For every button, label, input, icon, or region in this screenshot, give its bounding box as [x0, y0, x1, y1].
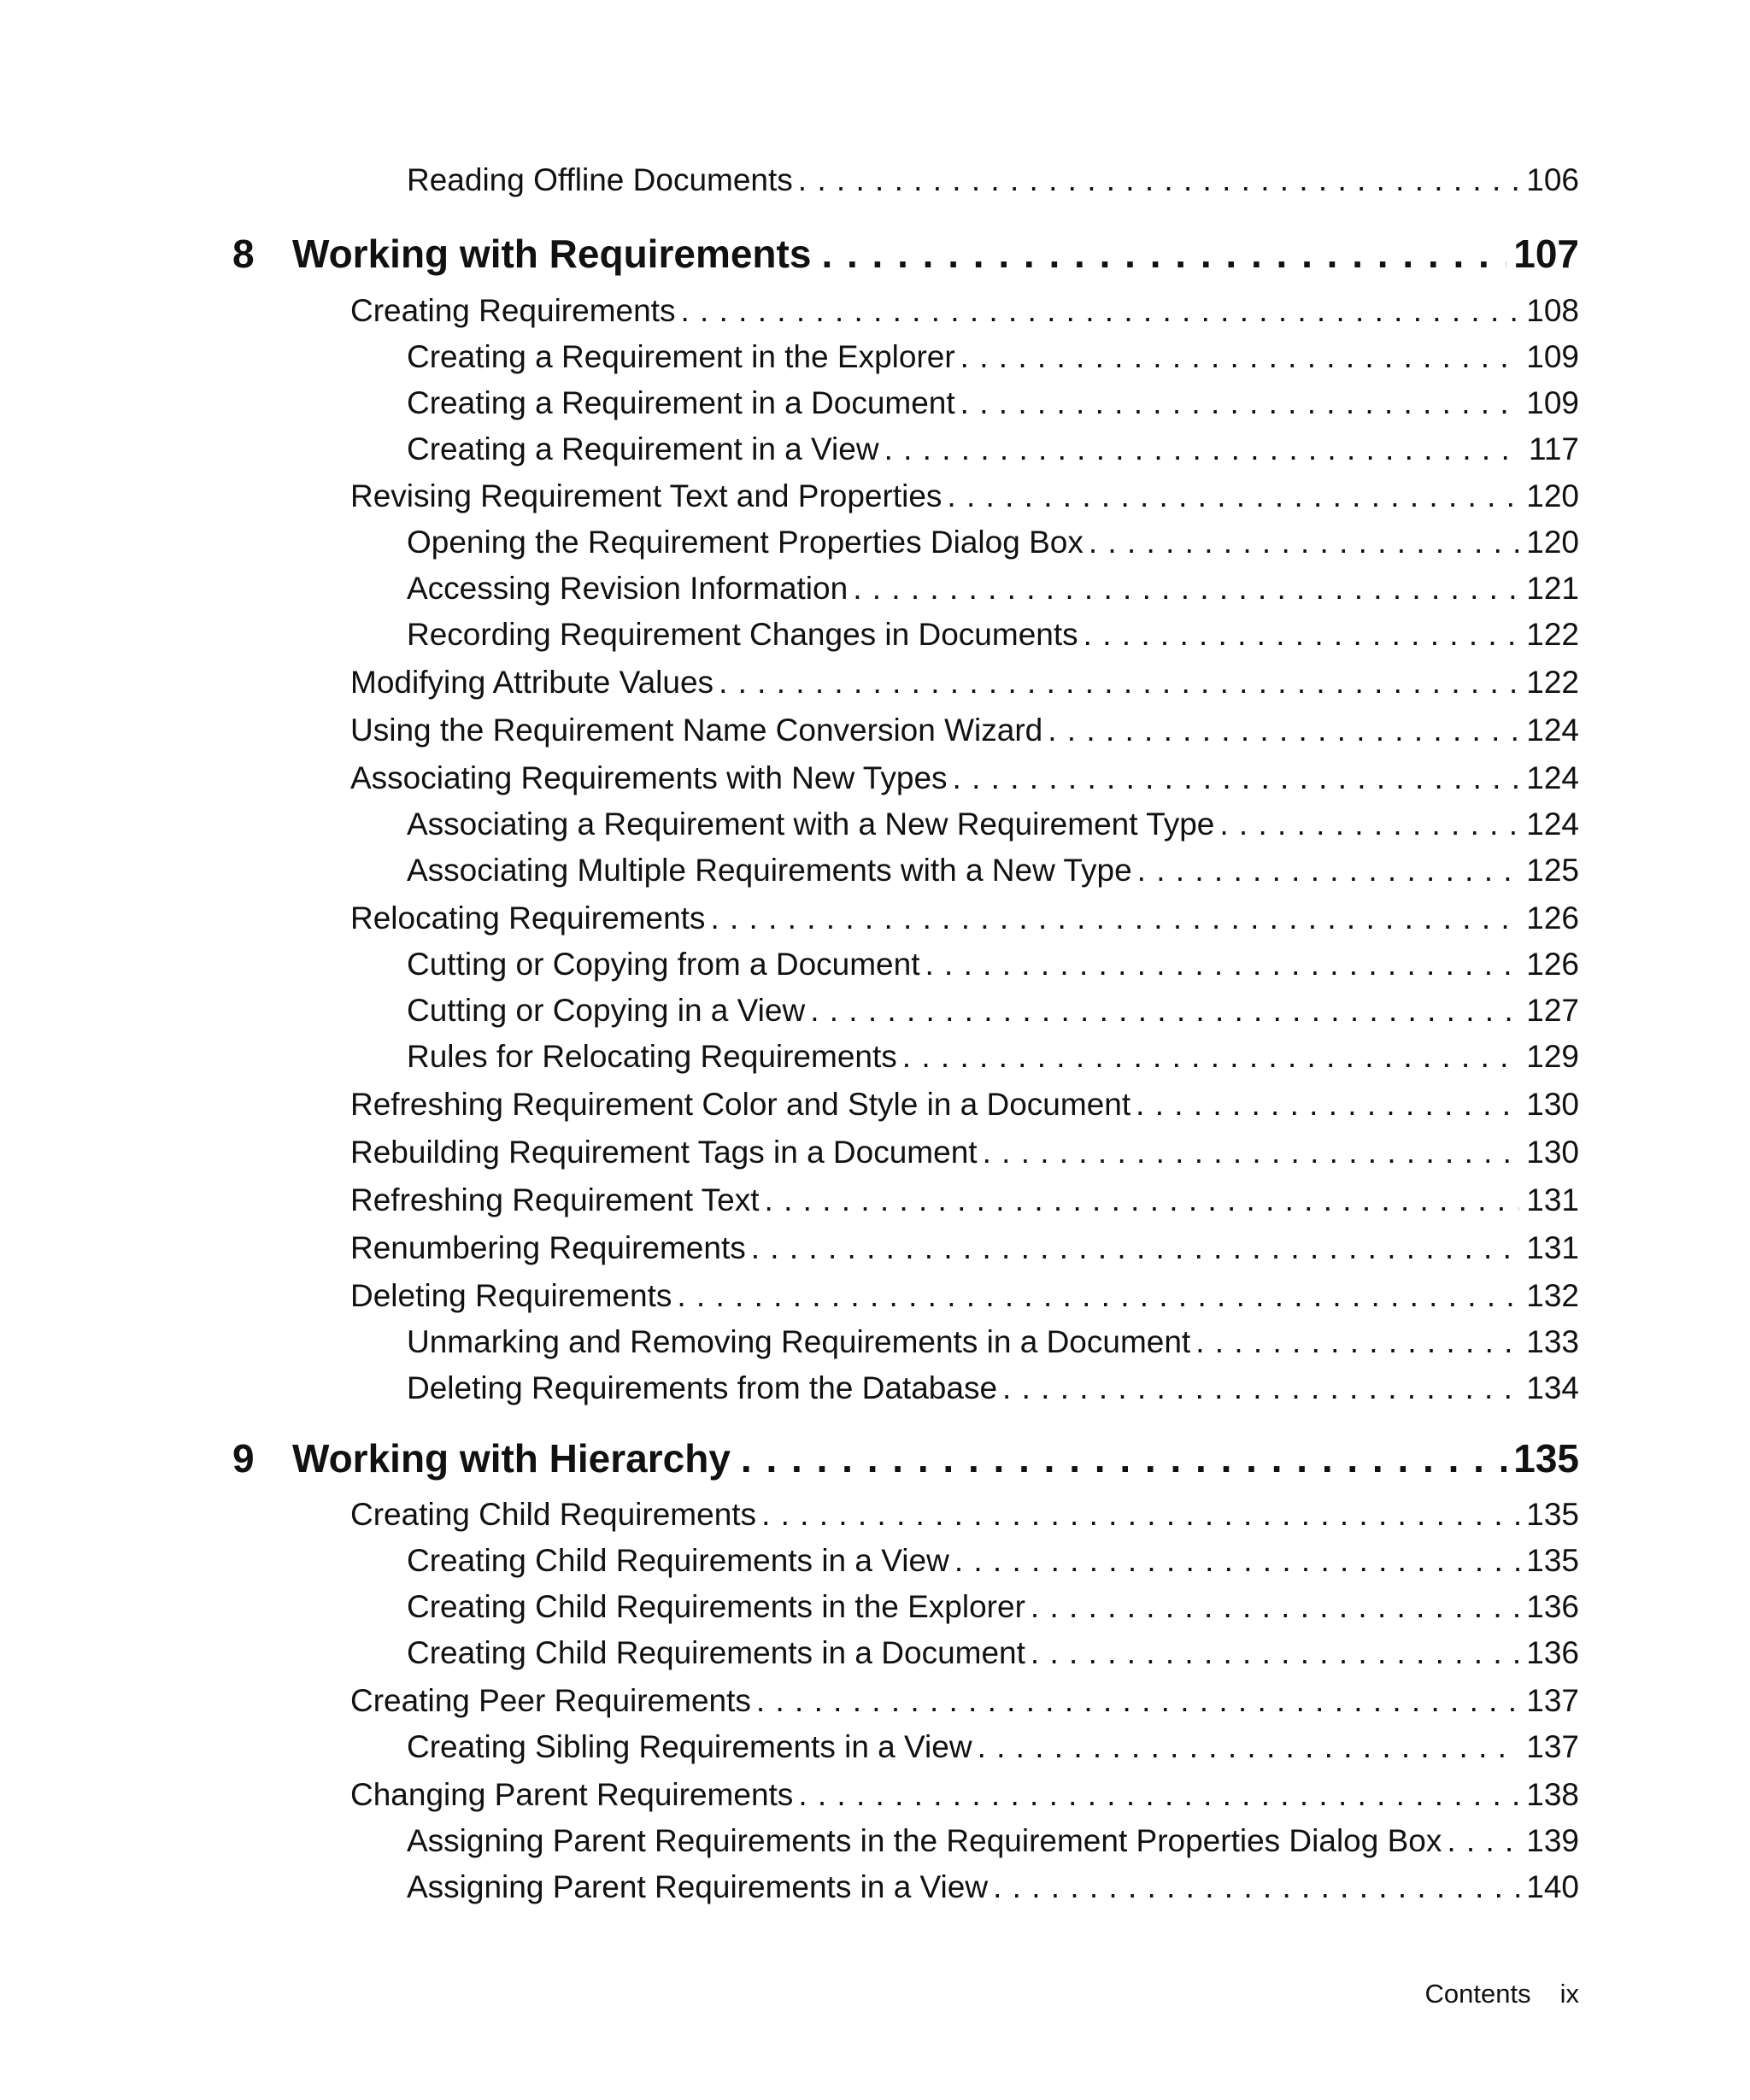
entry-page-number: 117: [1529, 431, 1579, 466]
entry-title: Deleting Requirements: [350, 1278, 672, 1313]
dot-leader: [993, 1869, 1519, 1905]
dot-leader: [756, 1683, 1519, 1719]
dot-leader: [1031, 1635, 1519, 1671]
dot-leader: [677, 1278, 1519, 1314]
dot-leader: [954, 1543, 1519, 1579]
entry-title: Refreshing Requirement Text: [350, 1182, 760, 1217]
dot-leader: [1447, 1823, 1519, 1859]
entry-title: Renumbering Requirements: [350, 1230, 746, 1265]
entry-title: Refreshing Requirement Color and Style in a Document: [350, 1087, 1131, 1122]
entry-title: Cutting or Copying in a View: [407, 993, 806, 1028]
entry-page-number: 133: [1526, 1324, 1579, 1359]
entry-title: Creating Sibling Requirements in a View: [407, 1729, 972, 1764]
entry-page-number: 131: [1526, 1230, 1579, 1265]
entry-title: Using the Requirement Name Conversion Wizard: [350, 713, 1043, 748]
toc-subsection-entry[interactable]: [407, 571, 1579, 607]
dot-leader: [983, 1135, 1519, 1170]
toc-subsection-entry[interactable]: [407, 1589, 1579, 1625]
entry-title: Creating Child Requirements: [350, 1497, 757, 1532]
entry-title: Revising Requirement Text and Properties: [350, 478, 943, 513]
entry-page-number: 109: [1526, 385, 1579, 420]
dot-leader: [741, 1435, 1506, 1481]
entry-title: Unmarking and Removing Requirements in a Document: [407, 1324, 1191, 1359]
toc-subsection-entry[interactable]: [407, 1324, 1579, 1360]
entry-page-number: 140: [1526, 1869, 1579, 1904]
entry-page-number: 109: [1526, 339, 1579, 374]
entry-page-number: 124: [1526, 807, 1579, 842]
toc-subsection-entry[interactable]: [407, 525, 1579, 560]
toc-section-entry[interactable]: [350, 1230, 1579, 1266]
dot-leader: [1048, 713, 1519, 748]
footer-section-label: Contents: [1424, 1979, 1531, 2009]
toc-section-entry[interactable]: [350, 1182, 1579, 1218]
toc-subsection-entry[interactable]: [407, 339, 1579, 375]
dot-leader: [821, 231, 1506, 277]
entry-title: Associating Multiple Requirements with a New Type: [407, 853, 1132, 888]
entry-title: Changing Parent Requirements: [350, 1777, 794, 1812]
toc-subsection-entry[interactable]: [407, 947, 1579, 983]
entry-page-number: 122: [1526, 665, 1579, 700]
toc-chapter-entry[interactable]: [232, 231, 1579, 277]
dot-leader: [960, 385, 1519, 421]
chapter-number: 9: [232, 1436, 255, 1481]
entry-title: Accessing Revision Information: [407, 571, 849, 606]
dot-leader: [960, 339, 1519, 375]
entry-page-number: 136: [1526, 1635, 1579, 1670]
dot-leader: [1137, 853, 1519, 889]
dot-leader: [810, 993, 1519, 1029]
dot-leader: [761, 1497, 1519, 1533]
entry-page-number: 107: [1513, 232, 1579, 276]
entry-page-number: 135: [1513, 1436, 1579, 1481]
entry-page-number: 130: [1526, 1135, 1579, 1170]
dot-leader: [1219, 807, 1519, 842]
dot-leader: [751, 1230, 1519, 1266]
dot-leader: [798, 1777, 1519, 1813]
entry-page-number: 129: [1526, 1039, 1579, 1074]
toc-subsection-entry[interactable]: [407, 431, 1579, 467]
toc-subsection-entry[interactable]: [407, 807, 1579, 842]
entry-page-number: 137: [1526, 1683, 1579, 1718]
toc-section-entry[interactable]: [350, 1777, 1579, 1813]
entry-title: Creating a Requirement in a Document: [407, 385, 955, 420]
entry-page-number: 124: [1526, 760, 1579, 795]
entry-page-number: 134: [1526, 1370, 1579, 1405]
toc-subsection-entry[interactable]: [407, 1543, 1579, 1579]
entry-title: Cutting or Copying from a Document: [407, 947, 920, 982]
entry-title: Working with Requirements: [292, 232, 812, 276]
footer-page-number: ix: [1559, 1979, 1579, 2009]
entry-page-number: 106: [1526, 162, 1579, 197]
entry-page-number: 120: [1526, 478, 1579, 513]
dot-leader: [925, 947, 1520, 983]
entry-title: Creating Peer Requirements: [350, 1683, 751, 1718]
dot-leader: [710, 900, 1519, 936]
dot-leader: [1083, 617, 1519, 653]
entry-title: Rules for Relocating Requirements: [407, 1039, 897, 1074]
toc-section-entry[interactable]: [350, 665, 1579, 701]
dot-leader: [1002, 1370, 1519, 1406]
dot-leader: [947, 478, 1519, 514]
entry-page-number: 137: [1526, 1729, 1579, 1764]
toc-section-entry[interactable]: [350, 1087, 1579, 1123]
entry-title: Creating Child Requirements in the Explorer: [407, 1589, 1025, 1624]
dot-leader: [765, 1182, 1519, 1218]
dot-leader: [902, 1039, 1519, 1075]
entry-page-number: 132: [1526, 1278, 1579, 1313]
toc-subsection-entry[interactable]: [407, 1370, 1579, 1406]
entry-title: Working with Hierarchy: [292, 1436, 731, 1481]
entry-page-number: 124: [1526, 713, 1579, 748]
entry-page-number: 126: [1526, 947, 1579, 982]
toc-section-entry[interactable]: [350, 478, 1579, 514]
entry-title: Associating Requirements with New Types: [350, 760, 948, 795]
entry-page-number: 138: [1526, 1777, 1579, 1812]
entry-title: Reading Offline Documents: [407, 162, 793, 197]
toc-subsection-entry[interactable]: [407, 853, 1579, 889]
entry-title: Deleting Requirements from the Database: [407, 1370, 998, 1405]
entry-page-number: 131: [1526, 1182, 1579, 1217]
dot-leader: [719, 665, 1519, 701]
toc-section-entry[interactable]: [350, 1135, 1579, 1170]
entry-title: Associating a Requirement with a New Requirement Type: [407, 807, 1215, 842]
toc-section-entry[interactable]: [350, 1278, 1579, 1314]
toc-subsection-entry[interactable]: [407, 1823, 1579, 1859]
toc-subsection-entry[interactable]: [407, 1039, 1579, 1075]
toc-subsection-entry[interactable]: [407, 162, 1579, 198]
dot-leader: [853, 571, 1519, 607]
entry-title: Opening the Requirement Properties Dialog Box: [407, 525, 1083, 560]
dot-leader: [680, 293, 1519, 329]
entry-title: Creating Child Requirements in a View: [407, 1543, 949, 1578]
toc-section-entry[interactable]: [350, 293, 1579, 329]
entry-page-number: 120: [1526, 525, 1579, 560]
entry-page-number: 135: [1526, 1543, 1579, 1578]
entry-title: Creating a Requirement in the Explorer: [407, 339, 955, 374]
dot-leader: [798, 162, 1519, 198]
page-footer: [1425, 1979, 1579, 2009]
dot-leader: [1089, 525, 1519, 560]
dot-leader: [884, 431, 1519, 467]
entry-title: Assigning Parent Requirements in a View: [407, 1869, 989, 1904]
toc-section-entry[interactable]: [350, 1497, 1579, 1533]
entry-page-number: 122: [1526, 617, 1579, 652]
entry-title: Recording Requirement Changes in Documents: [407, 617, 1078, 652]
toc-subsection-entry[interactable]: [407, 1869, 1579, 1905]
toc-section-entry[interactable]: [350, 760, 1579, 796]
dot-leader: [953, 760, 1519, 796]
entry-page-number: 126: [1526, 900, 1579, 936]
entry-title: Modifying Attribute Values: [350, 665, 714, 700]
entry-title: Assigning Parent Requirements in the Requirement Properties Dialog Box: [407, 1823, 1442, 1858]
toc-subsection-entry[interactable]: [407, 385, 1579, 421]
entry-page-number: 139: [1526, 1823, 1579, 1858]
toc-section-entry[interactable]: [350, 713, 1579, 748]
chapter-number: 8: [232, 232, 255, 276]
dot-leader: [1136, 1087, 1519, 1123]
dot-leader: [1031, 1589, 1519, 1625]
toc-subsection-entry[interactable]: [407, 617, 1579, 653]
toc-section-entry[interactable]: [350, 1683, 1579, 1719]
dot-leader: [1195, 1324, 1519, 1360]
entry-page-number: 136: [1526, 1589, 1579, 1624]
entry-page-number: 125: [1526, 853, 1579, 888]
entry-page-number: 121: [1526, 571, 1579, 606]
toc-subsection-entry[interactable]: [407, 1729, 1579, 1765]
entry-page-number: 130: [1526, 1087, 1579, 1122]
entry-title: Relocating Requirements: [350, 900, 706, 936]
toc-subsection-entry[interactable]: [407, 993, 1579, 1029]
entry-page-number: 135: [1526, 1497, 1579, 1532]
entry-title: Rebuilding Requirement Tags in a Document: [350, 1135, 978, 1170]
entry-title: Creating Child Requirements in a Document: [407, 1635, 1025, 1670]
entry-page-number: 127: [1526, 993, 1579, 1028]
toc-section-entry[interactable]: [350, 900, 1579, 936]
entry-title: Creating Requirements: [350, 293, 676, 328]
toc-subsection-entry[interactable]: [407, 1635, 1579, 1671]
entry-page-number: 108: [1526, 293, 1579, 328]
toc-chapter-entry[interactable]: [232, 1435, 1579, 1481]
entry-title: Creating a Requirement in a View: [407, 431, 879, 466]
dot-leader: [978, 1729, 1519, 1765]
